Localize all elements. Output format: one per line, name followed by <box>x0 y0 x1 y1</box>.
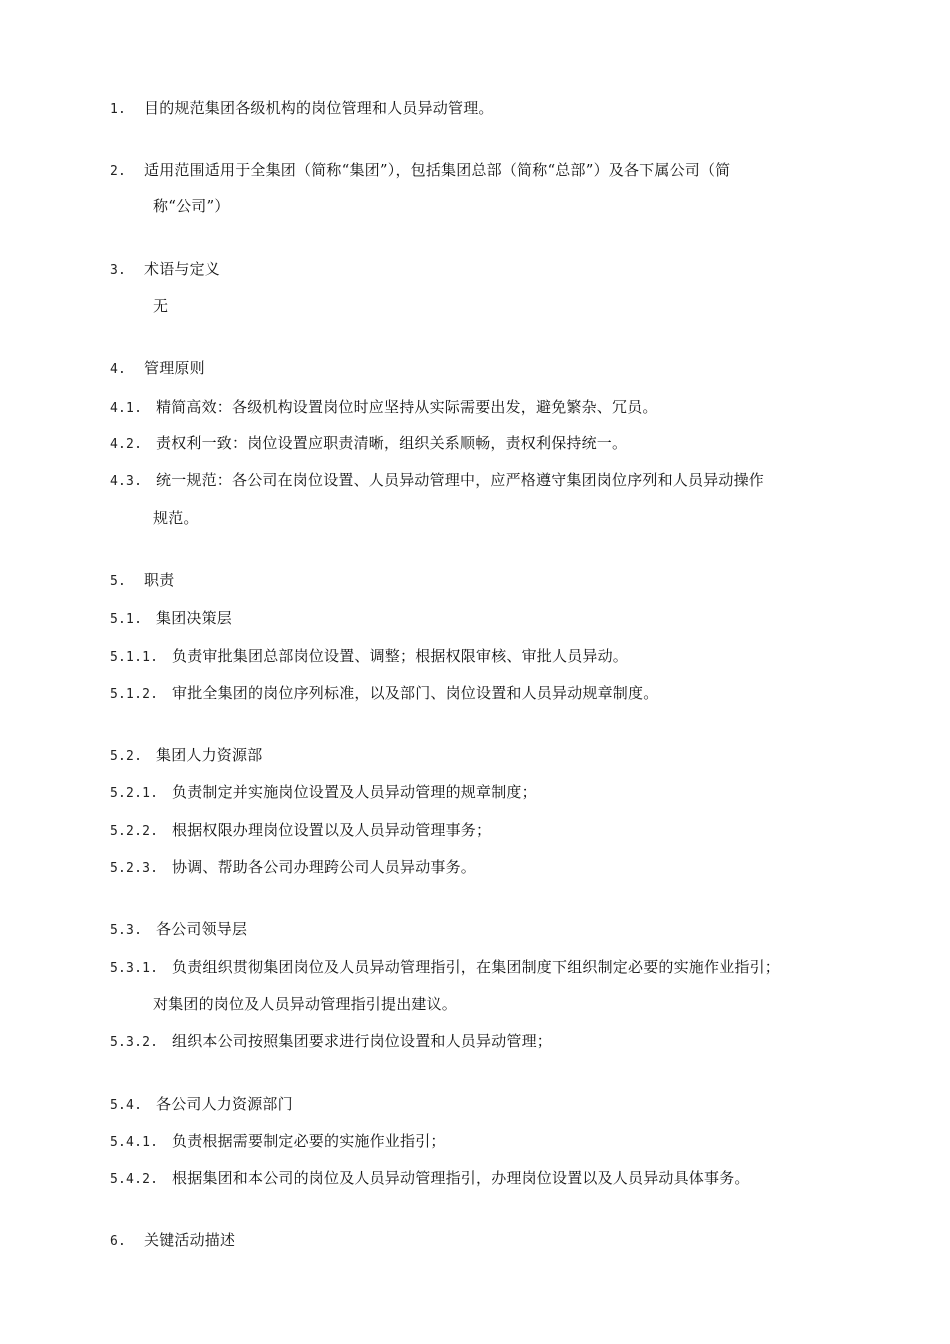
section-text: 审批全集团的岗位序列标准，以及部门、岗位设置和人员异动规章制度。 <box>172 684 659 702</box>
section-number: 5.2.3. <box>110 861 159 876</box>
section-text: 统一规范：各公司在岗位设置、人员异动管理中，应严格遵守集团岗位序列和人员异动操作 <box>156 471 765 489</box>
section-5-3 <box>110 919 247 941</box>
section-number: 5.2.2. <box>110 824 159 839</box>
section-2 <box>110 160 730 182</box>
section-number: 5.4.1. <box>110 1135 159 1150</box>
section-text: 协调、帮助各公司办理跨公司人员异动事务。 <box>172 858 477 876</box>
section-6 <box>110 1230 235 1252</box>
section-5-3-1-continuation: 对集团的岗位及人员异动管理指引提出建议。 <box>153 995 458 1013</box>
section-4 <box>110 358 205 380</box>
section-5 <box>110 570 174 592</box>
section-number: 5.4. <box>110 1098 143 1113</box>
section-text: 目的规范集团各级机构的岗位管理和人员异动管理。 <box>144 99 494 117</box>
section-3 <box>110 259 220 281</box>
section-3-body: 无 <box>153 297 169 315</box>
section-number: 4.3. <box>110 474 143 489</box>
section-2-continuation: 称“公司”） <box>153 197 230 215</box>
section-5-2-2 <box>110 820 491 842</box>
section-number: 5. <box>110 574 127 589</box>
section-text: 集团人力资源部 <box>156 746 263 764</box>
section-number: 5.1. <box>110 612 143 627</box>
section-text: 组织本公司按照集团要求进行岗位设置和人员异动管理； <box>172 1032 553 1050</box>
section-number: 5.4.2. <box>110 1172 159 1187</box>
section-number: 5.2. <box>110 749 143 764</box>
section-5-1 <box>110 608 232 630</box>
section-1 <box>110 98 494 120</box>
section-text: 关键活动描述 <box>144 1231 236 1249</box>
section-number: 4. <box>110 362 127 377</box>
section-text: 根据集团和本公司的岗位及人员异动管理指引，办理岗位设置以及人员异动具体事务。 <box>172 1169 750 1187</box>
section-5-2-1 <box>110 782 537 804</box>
section-4-3-continuation: 规范。 <box>153 509 199 527</box>
section-4-2 <box>110 433 627 455</box>
section-number: 5.3.2. <box>110 1035 159 1050</box>
section-4-1 <box>110 397 658 419</box>
section-5-4-2 <box>110 1168 750 1190</box>
section-text: 适用范围适用于全集团（简称“集团”），包括集团总部（简称“总部”）及各下属公司（简 <box>144 161 731 179</box>
section-number: 5.1.1. <box>110 650 159 665</box>
section-text: 根据权限办理岗位设置以及人员异动管理事务； <box>172 821 492 839</box>
section-number: 2. <box>110 164 127 179</box>
section-number: 4.1. <box>110 401 143 416</box>
section-number: 6. <box>110 1234 127 1249</box>
section-5-2 <box>110 745 262 767</box>
section-text: 负责审批集团总部岗位设置、调整；根据权限审核、审批人员异动。 <box>172 647 629 665</box>
section-5-2-3 <box>110 857 476 879</box>
section-text: 术语与定义 <box>144 260 221 278</box>
section-number: 1. <box>110 102 127 117</box>
section-5-3-1 <box>110 957 780 979</box>
section-5-4-1 <box>110 1131 446 1153</box>
section-text: 负责根据需要制定必要的实施作业指引； <box>172 1132 446 1150</box>
section-number: 5.3. <box>110 923 143 938</box>
section-text: 精简高效：各级机构设置岗位时应坚持从实际需要出发，避免繁杂、冗员。 <box>156 398 658 416</box>
section-4-3 <box>110 470 764 492</box>
section-5-1-2 <box>110 683 658 705</box>
section-text: 责权利一致：岗位设置应职责清晰，组织关系顺畅，责权利保持统一。 <box>156 434 628 452</box>
section-text: 负责制定并实施岗位设置及人员异动管理的规章制度； <box>172 783 537 801</box>
section-text: 集团决策层 <box>156 609 233 627</box>
section-5-3-2 <box>110 1031 552 1053</box>
section-number: 3. <box>110 263 127 278</box>
section-text: 管理原则 <box>144 359 205 377</box>
section-text: 各公司领导层 <box>156 920 248 938</box>
section-5-1-1 <box>110 646 628 668</box>
section-5-4 <box>110 1094 293 1116</box>
section-number: 4.2. <box>110 437 143 452</box>
section-text: 负责组织贯彻集团岗位及人员异动管理指引，在集团制度下组织制定必要的实施作业指引； <box>172 958 781 976</box>
section-number: 5.1.2. <box>110 687 159 702</box>
section-number: 5.3.1. <box>110 961 159 976</box>
section-text: 职责 <box>144 571 175 589</box>
section-number: 5.2.1. <box>110 786 159 801</box>
section-text: 各公司人力资源部门 <box>156 1095 293 1113</box>
